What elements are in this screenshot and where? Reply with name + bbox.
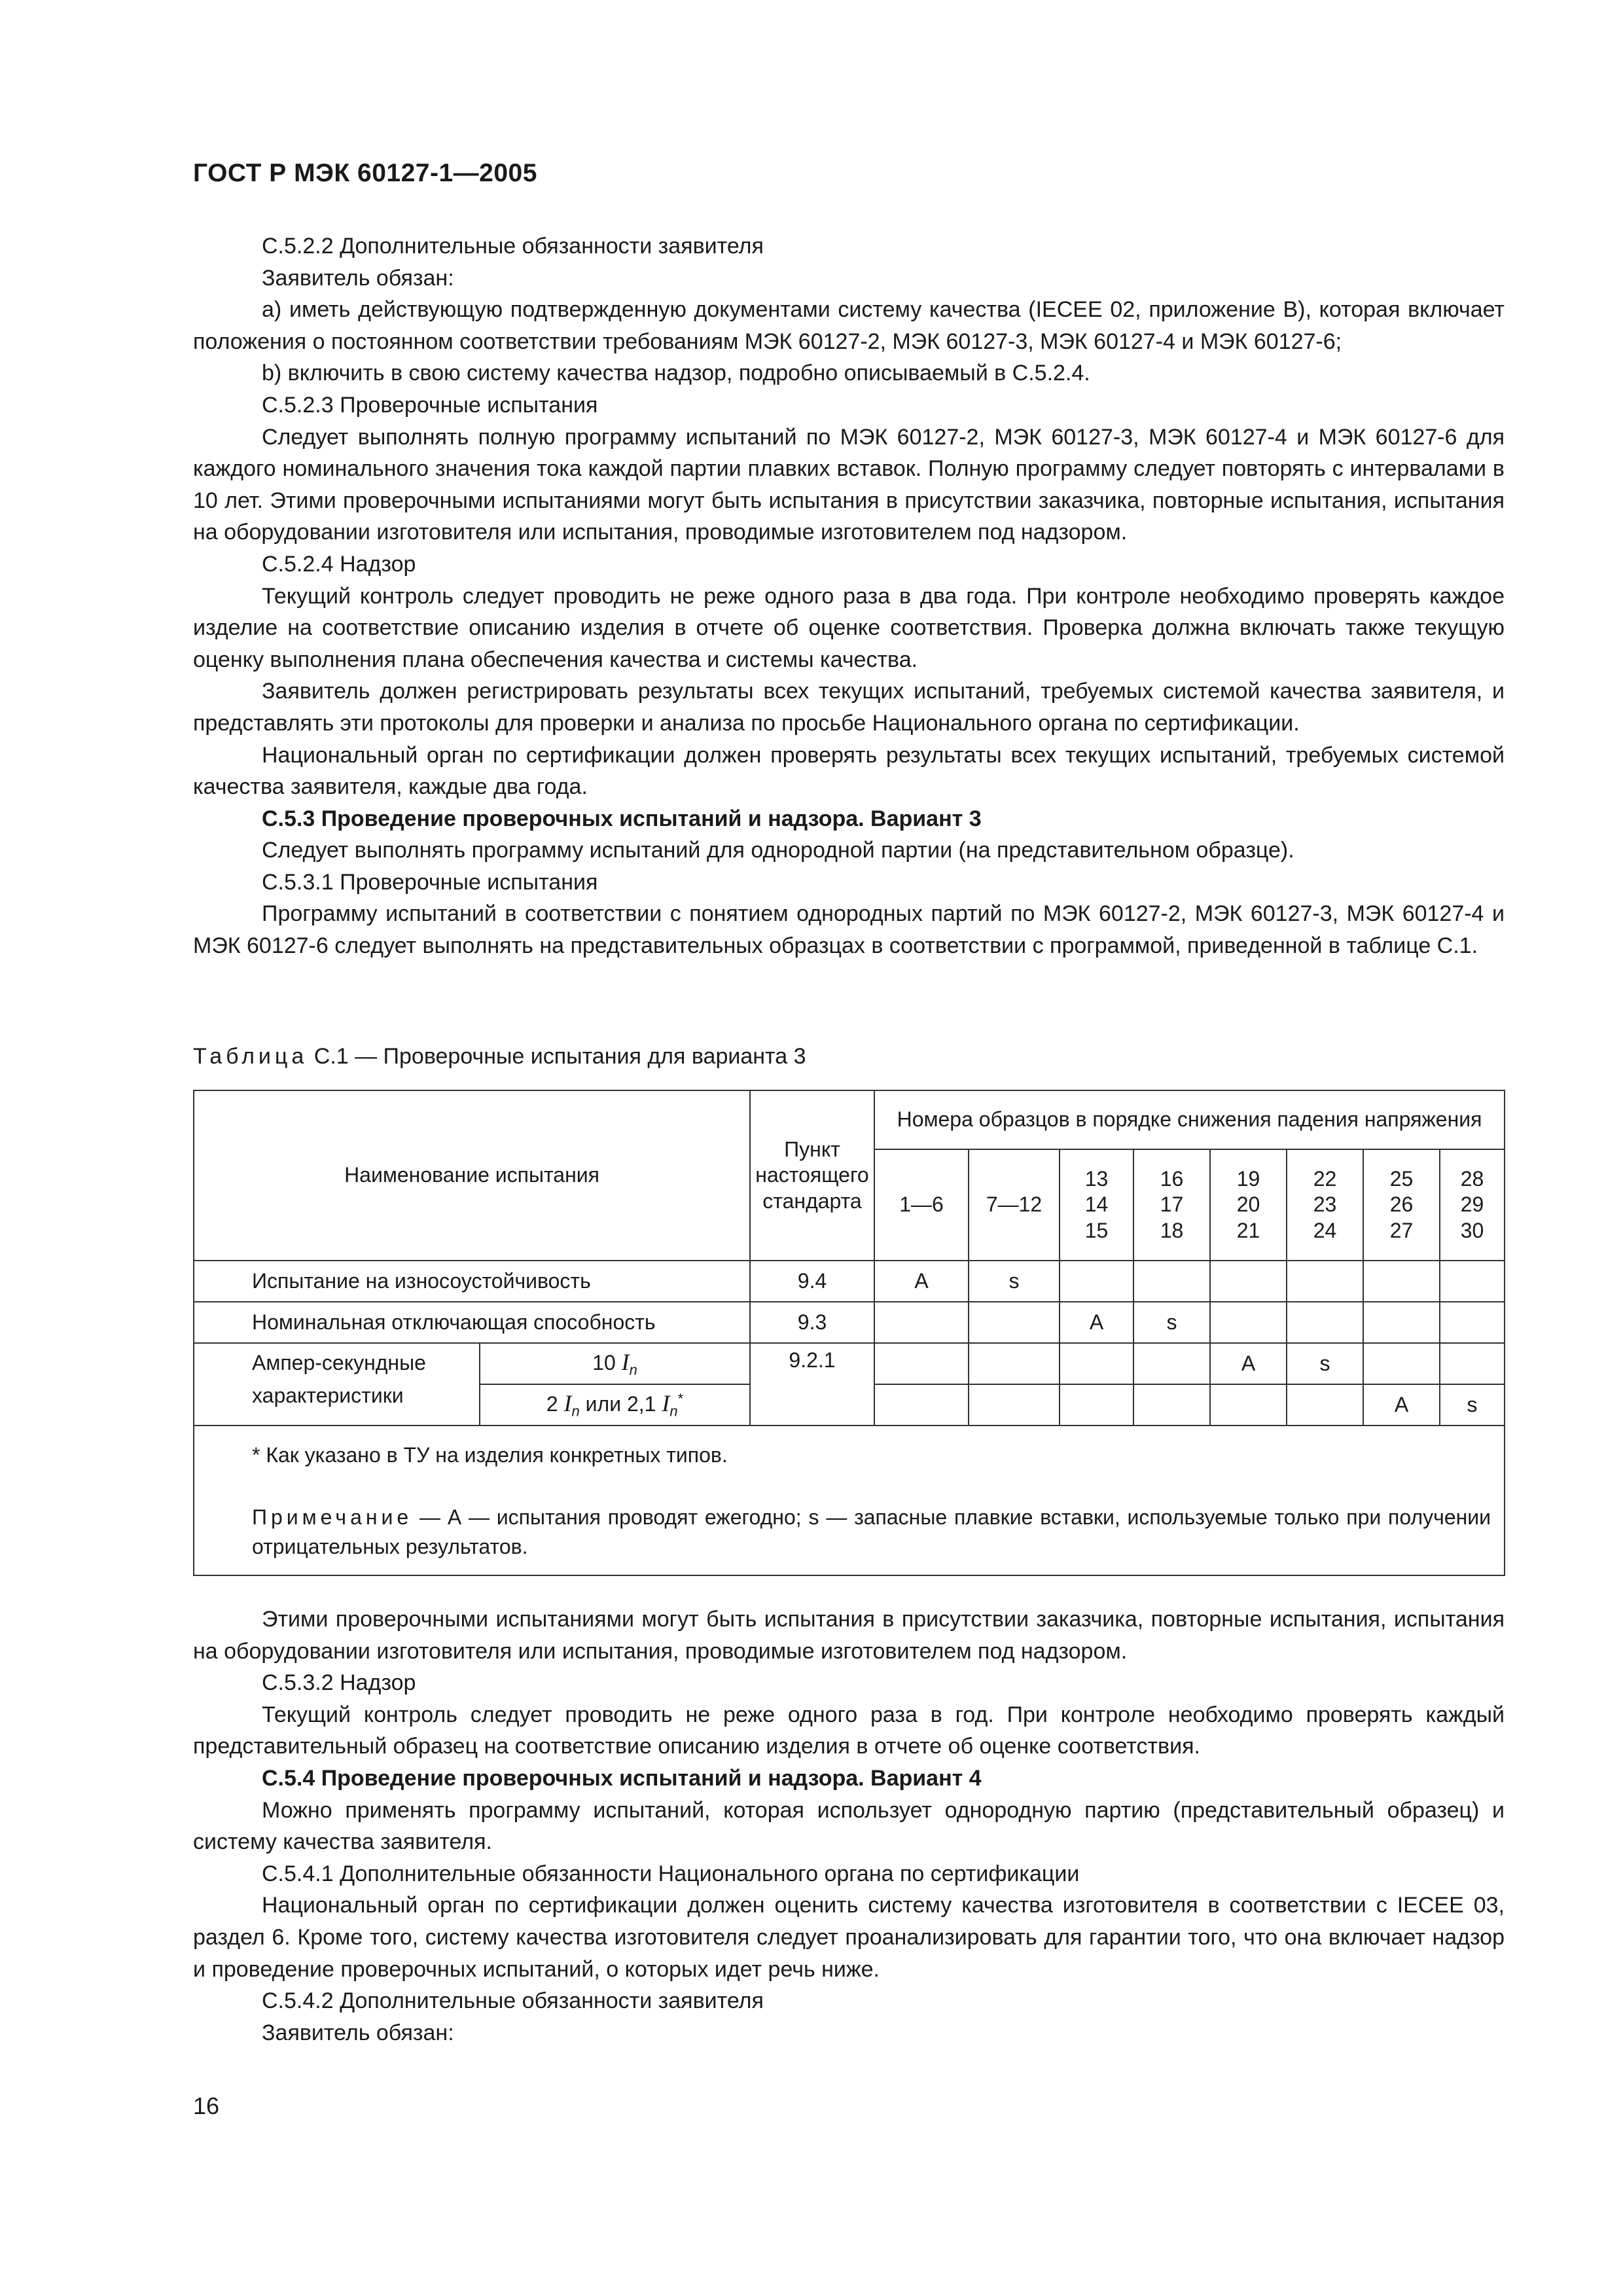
table-row — [194, 1261, 1505, 1302]
document-header: ГОСТ Р МЭК 60127-1—2005 — [193, 159, 537, 187]
clause-heading: С.5.3.1 Проверочные испытания — [262, 869, 598, 895]
body-text-bottom — [193, 1604, 1505, 2049]
body-text-top — [193, 230, 1505, 962]
sample-group: 13 14 15 — [1060, 1149, 1133, 1261]
sample-group: 7—12 — [969, 1149, 1060, 1261]
row-mark: s — [1133, 1302, 1210, 1343]
table-footnote-cell — [194, 1426, 1505, 1575]
row-mark: s — [969, 1261, 1060, 1302]
clause-heading: С.5.3.2 Надзор — [262, 1670, 416, 1696]
row-mark — [1363, 1261, 1440, 1302]
header-sample-numbers: Номера образцов в порядке снижения падения напряжения — [874, 1090, 1505, 1149]
table-row — [194, 1343, 1505, 1384]
row-mark: A — [1363, 1384, 1440, 1426]
row-clause: 9.2.1 — [750, 1343, 874, 1426]
clause-heading: С.5.4.1 Дополнительные обязанности Национального органа по сертификации — [262, 1861, 1080, 1886]
table-note — [252, 1503, 1491, 1562]
test-table-wrap — [193, 1090, 1504, 1576]
row-mark — [1133, 1261, 1210, 1302]
row-sub-condition: 2 $I_n$ или 2,1 $I_n^*$ — [480, 1384, 750, 1426]
table-footnote: * Как указано в ТУ на изделия конкретных типов. — [252, 1443, 728, 1467]
row-mark — [969, 1384, 1060, 1426]
clause-heading: С.5.2.4 Надзор — [262, 551, 416, 577]
paragraph: Можно применять программу испытаний, которая использует однородную партию (представительный образец) и систему качества заявителя. — [193, 1797, 1505, 1855]
paragraph: Следует выполнять программу испытаний для однородной партии (на представительном образце). — [262, 838, 1294, 863]
row-mark — [1440, 1302, 1505, 1343]
row-mark — [1210, 1384, 1287, 1426]
row-mark — [1060, 1343, 1133, 1384]
table-note-text: — А — испытания проводят ежегодно; s — запасные плавкие вставки, используемые только при получении отрицательных результатов. — [252, 1505, 1491, 1558]
row-mark — [1363, 1302, 1440, 1343]
row-mark — [1287, 1384, 1363, 1426]
table-caption-prefix: Таблица — [193, 1044, 308, 1069]
row-clause: 9.3 — [750, 1302, 874, 1343]
row-mark — [874, 1384, 969, 1426]
clause-heading: С.5.4.2 Дополнительные обязанности заявителя — [262, 1988, 764, 2014]
sample-group: 25 26 27 — [1363, 1149, 1440, 1261]
paragraph: b) включить в свою систему качества надзор, подробно описываемый в С.5.2.4. — [262, 361, 1090, 386]
row-mark — [1210, 1302, 1287, 1343]
row-mark: s — [1287, 1343, 1363, 1384]
row-mark — [1060, 1261, 1133, 1302]
row-mark — [874, 1302, 969, 1343]
row-mark — [1440, 1261, 1505, 1302]
section-heading: С.5.4 Проведение проверочных испытаний и надзора. Вариант 4 — [262, 1765, 982, 1791]
paragraph: Заявитель должен регистрировать результаты всех текущих испытаний, требуемых системой качества заявителя, и представлять эти протоколы для проверки и анализа по просьбе Национального органа по сертификации. — [193, 679, 1505, 736]
row-test-name: Испытание на износоустойчивость — [194, 1261, 750, 1302]
row-mark: s — [1440, 1384, 1505, 1426]
paragraph: Текущий контроль следует проводить не реже одного раза в год. При контроле необходимо проверять каждый представительный образец на соответствие описанию изделия в отчете об оценке соответствия. — [193, 1702, 1505, 1759]
paragraph: Национальный орган по сертификации должен оценить систему качества изготовителя в соответствии с IECEE 03, раздел 6. Кроме того, систему качества изготовителя следует проанализировать для гарантии того, что она включает надзор и проведение проверочных испытаний, о которых идет речь ниже. — [193, 1893, 1505, 1982]
section-heading: С.5.3 Проведение проверочных испытаний и надзора. Вариант 3 — [262, 806, 982, 831]
row-mark: A — [1210, 1343, 1287, 1384]
clause-heading: С.5.2.3 Проверочные испытания — [262, 392, 598, 418]
row-mark — [1133, 1343, 1210, 1384]
table-caption — [193, 1044, 806, 1069]
row-mark: A — [874, 1261, 969, 1302]
row-mark — [969, 1343, 1060, 1384]
paragraph: Следует выполнять полную программу испытаний по МЭК 60127-2, МЭК 60127-3, МЭК 60127-4 и МЭК 60127-6 для каждого номинального значения тока каждой партии плавких вставок. Полную программу следует повторять с интервалами в 10 лет. Этими проверочными испытаниями могут быть испытания в присутствии заказчика, повторные испытания, испытания на оборудовании изготовителя или испытания, проводимые изготовителем под надзором. — [193, 424, 1505, 545]
clause-heading: С.5.2.2 Дополнительные обязанности заявителя — [262, 234, 764, 259]
sample-group: 22 23 24 — [1287, 1149, 1363, 1261]
row-mark — [1133, 1384, 1210, 1426]
row-test-name: Ампер-секундные характеристики — [194, 1343, 480, 1426]
test-table — [193, 1090, 1505, 1576]
row-mark — [969, 1302, 1060, 1343]
row-clause: 9.4 — [750, 1261, 874, 1302]
paragraph: Национальный орган по сертификации должен проверять результаты всех текущих испытаний, требуемых системой качества заявителя, каждые два года. — [193, 742, 1505, 800]
paragraph: Программу испытаний в соответствии с понятием однородных партий по МЭК 60127-2, МЭК 60127-3, МЭК 60127-4 и МЭК 60127-6 следует выполнять на представительных образцах в соответствии с программой, приведенной в таблице С.1. — [193, 901, 1505, 959]
table-row — [194, 1302, 1505, 1343]
row-mark — [1060, 1384, 1133, 1426]
row-mark — [1363, 1343, 1440, 1384]
row-mark: A — [1060, 1302, 1133, 1343]
sample-group: 16 17 18 — [1133, 1149, 1210, 1261]
page-number: 16 — [193, 2092, 220, 2119]
row-mark — [1287, 1261, 1363, 1302]
table-caption-text: С.1 — Проверочные испытания для варианта 3 — [308, 1044, 806, 1069]
row-test-name: Номинальная отключающая способность — [194, 1302, 750, 1343]
paragraph: Текущий контроль следует проводить не реже одного раза в два года. При контроле необходимо проверять каждое изделие на соответствие описанию изделия в отчете об оценке соответствия. Проверка должна включать также текущую оценку выполнения плана обеспечения качества и системы качества. — [193, 583, 1505, 672]
table-note-prefix: Примечание — [252, 1505, 413, 1529]
row-mark — [1440, 1343, 1505, 1384]
header-clause: Пункт настоящего стандарта — [750, 1090, 874, 1261]
sample-group: 28 29 30 — [1440, 1149, 1505, 1261]
sample-group: 1—6 — [874, 1149, 969, 1261]
row-sub-condition: 10 $I_n$ — [480, 1343, 750, 1384]
row-mark — [1287, 1302, 1363, 1343]
header-test-name: Наименование испытания — [194, 1090, 750, 1261]
paragraph: Заявитель обязан: — [262, 2020, 454, 2045]
paragraph: а) иметь действующую подтвержденную документами систему качества (IECEE 02, приложение В), которая включает положения о постоянном соответствии требованиям МЭК 60127-2, МЭК 60127-3, МЭК 60127-4 и МЭК 60127-6; — [193, 297, 1505, 354]
sample-group: 19 20 21 — [1210, 1149, 1287, 1261]
row-mark — [874, 1343, 969, 1384]
paragraph: Этими проверочными испытаниями могут быть испытания в присутствии заказчика, повторные испытания, испытания на оборудовании изготовителя или испытания, проводимые изготовителем под надзором. — [193, 1607, 1505, 1664]
paragraph: Заявитель обязан: — [262, 265, 454, 291]
row-mark — [1210, 1261, 1287, 1302]
